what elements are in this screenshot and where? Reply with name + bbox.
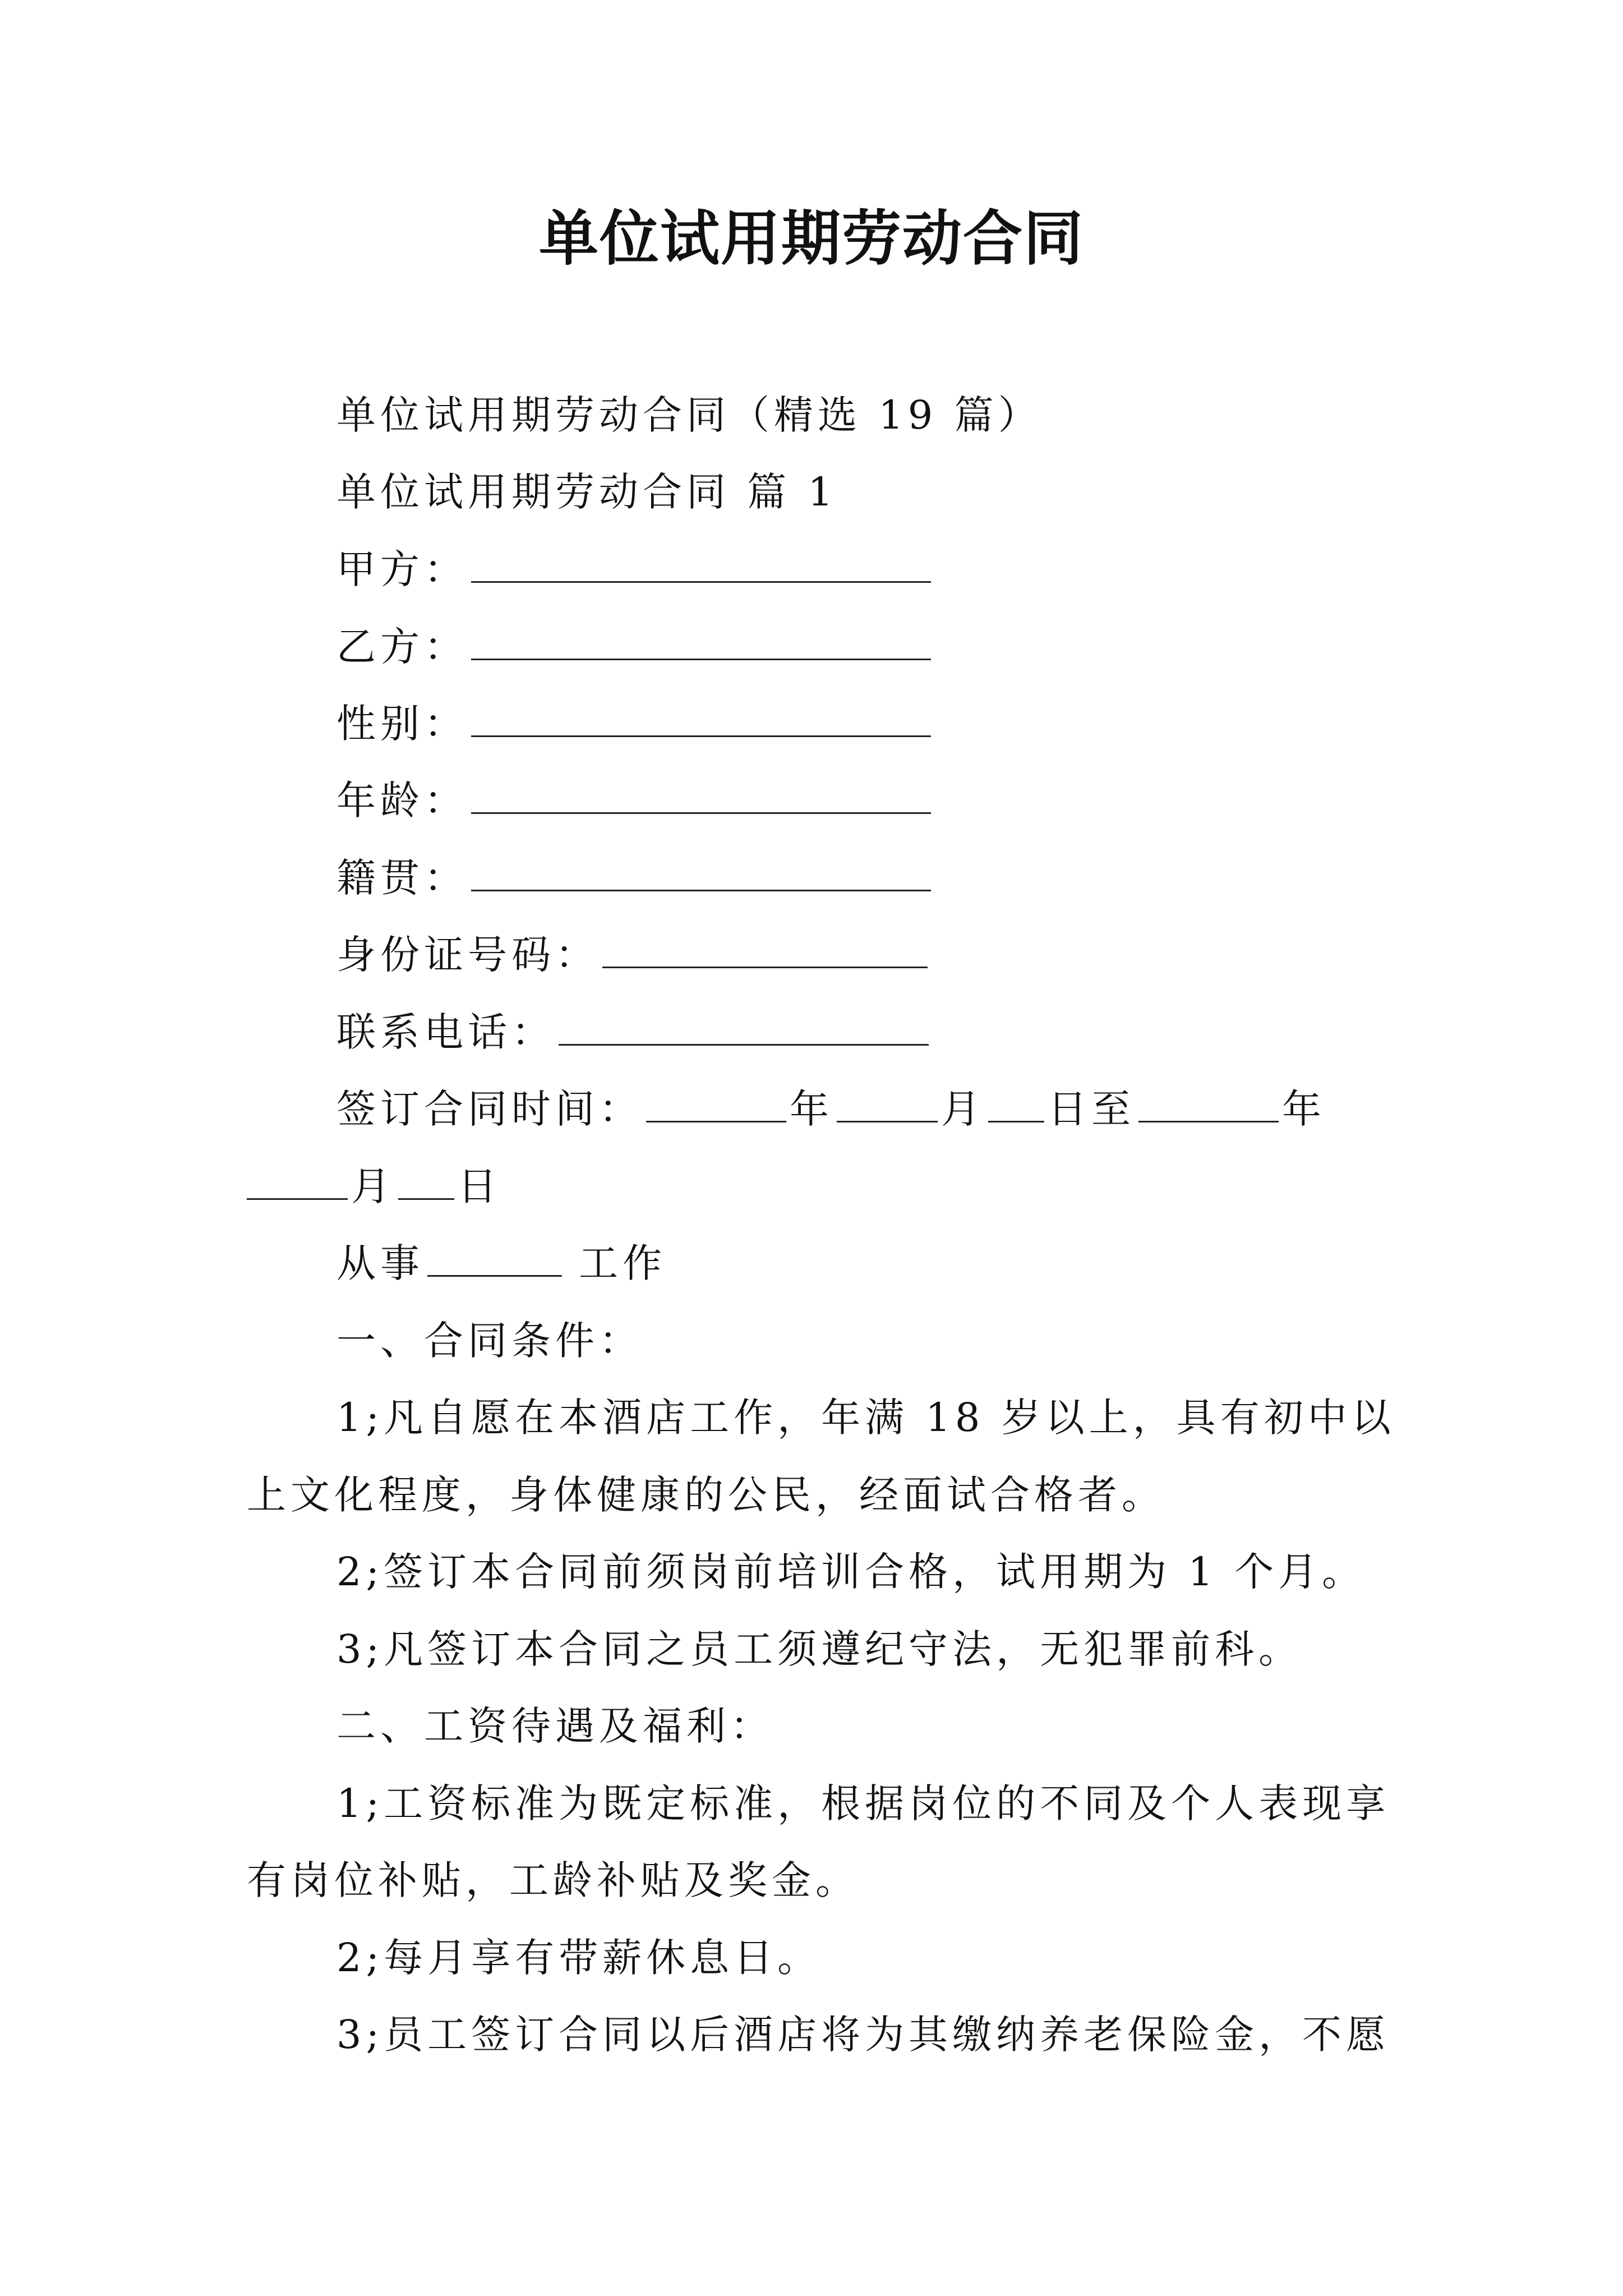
age-label: 年龄： [336, 777, 468, 823]
s2-item-2: 2;每月享有带薪休息日。 [336, 1935, 822, 1981]
native-place-label: 籍贯： [336, 855, 468, 901]
s1-item-3: 3;凡签订本合同之员工须遵纪守法，无犯罪前科。 [336, 1626, 1303, 1672]
s1-item-2: 2;签订本合同前须岗前培训合格，试用期为 1 个月。 [336, 1549, 1366, 1595]
party-a-label: 甲方： [336, 546, 468, 592]
party-b-field [336, 619, 934, 675]
end-day-blank [398, 1165, 454, 1200]
sign-year-blank [646, 1087, 786, 1122]
engage-line [336, 1235, 666, 1291]
phone-blank [559, 1010, 929, 1046]
section-2-heading: 二、工资待遇及福利： [336, 1703, 774, 1749]
engage-prefix: 从事 [336, 1240, 424, 1286]
s2-item-1-line-1: 1;工资标准为既定标准，根据岗位的不同及个人表现享 [336, 1780, 1390, 1826]
gender-field [336, 696, 934, 752]
end-year-blank [1138, 1087, 1279, 1122]
engage-blank [427, 1241, 562, 1277]
party-b-blank [471, 625, 931, 660]
native-place-field [336, 850, 934, 906]
document-subtitle: 单位试用期劳动合同（精选 19 篇） [336, 392, 1042, 438]
section-heading: 单位试用期劳动合同 篇 1 [336, 469, 838, 515]
sign-day-to-label: 日至 [1048, 1086, 1135, 1132]
s1-item-1-line-1: 1;凡自愿在本酒店工作，年满 18 岁以上，具有初中以 [336, 1395, 1395, 1441]
end-year-label: 年 [1282, 1086, 1326, 1132]
party-a-blank [471, 547, 931, 583]
engage-suffix: 工作 [579, 1240, 666, 1286]
sign-date-label: 签订合同时间： [336, 1086, 643, 1132]
sign-day-blank [988, 1087, 1044, 1122]
sign-year-label: 年 [790, 1086, 833, 1132]
end-month-label: 月 [351, 1163, 395, 1209]
end-day-label: 日 [458, 1163, 501, 1209]
id-number-field [336, 927, 931, 983]
section-1-heading: 一、合同条件： [336, 1318, 643, 1364]
phone-label: 联系电话： [336, 1009, 555, 1055]
party-b-label: 乙方： [336, 624, 468, 670]
native-place-blank [471, 856, 931, 891]
id-number-blank [602, 933, 928, 968]
id-number-label: 身份证号码： [336, 932, 599, 978]
s1-item-1-line-2: 上文化程度，身体健康的公民，经面试合格者。 [247, 1472, 1165, 1518]
sign-date-line [336, 1081, 1326, 1137]
end-month-blank [247, 1165, 348, 1200]
document-title: 单位试用期劳动合同 [539, 203, 1084, 273]
sign-month-label: 月 [941, 1086, 985, 1132]
gender-blank [471, 702, 931, 737]
gender-label: 性别： [336, 701, 468, 747]
s2-item-1-line-2: 有岗位补贴，工龄补贴及奖金。 [247, 1857, 859, 1903]
sign-month-blank [837, 1087, 938, 1122]
s2-item-3: 3;员工签订合同以后酒店将为其缴纳养老保险金，不愿 [336, 2012, 1390, 2058]
party-a-field [336, 541, 934, 597]
age-blank [471, 779, 931, 814]
phone-field [336, 1004, 932, 1060]
sign-date-line-cont [247, 1158, 501, 1214]
age-field [336, 772, 934, 829]
